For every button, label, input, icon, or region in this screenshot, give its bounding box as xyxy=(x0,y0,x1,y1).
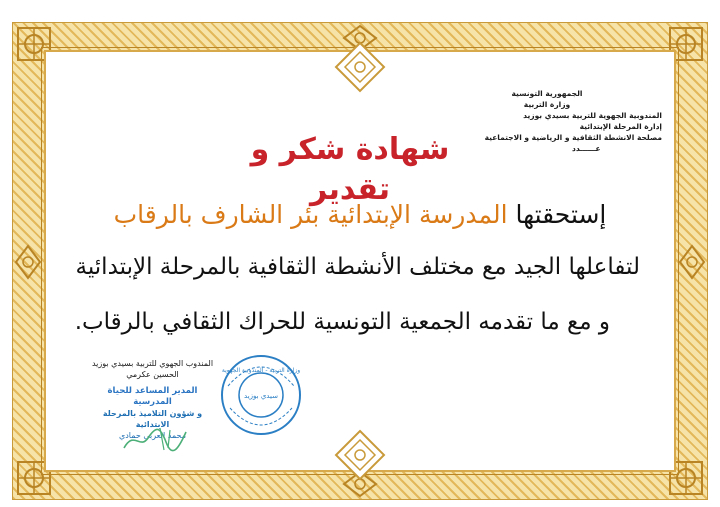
assistant-title-1: المدير المساعد للحياة المدرسية xyxy=(107,386,198,407)
commissioner-name: الحسين عكرمي xyxy=(126,370,179,379)
reason-line-2: و مع ما تقدمه الجمعية التونسية للحراك الثقافي بالرقاب. xyxy=(74,309,610,335)
school-name: المدرسة الإبتدائية بئر الشارف بالرقاب xyxy=(113,200,508,229)
commissioner-title: المندوب الجهوي للتربية بسيدي بوزيد xyxy=(91,359,214,368)
header-ministry: وزارة التربية xyxy=(523,100,571,109)
stamp-ring-text: وزارة التربية - المندوبية الجهوية xyxy=(221,367,301,374)
edge-knot-icon xyxy=(14,244,42,280)
header-reference: عــــــدد xyxy=(572,144,601,153)
assistant-title-2: و شؤون التلاميذ بالمرحلة الابتدائية xyxy=(102,409,203,429)
official-stamp-icon xyxy=(218,352,304,442)
header-commission: المندوبية الجهوية للتربية بسيدي بوزيد xyxy=(523,111,662,120)
reason-line-1: لتفاعلها الجيد مع مختلف الأنشطة الثقافية بالمرحلة الإبتدائية xyxy=(75,254,640,280)
issuer-header xyxy=(452,88,662,154)
award-line xyxy=(110,198,610,232)
handwritten-signature-icon xyxy=(120,420,190,460)
header-republic: الجمهورية التونسية xyxy=(511,89,583,98)
header-service: مصلحة الانشطة الثقافية و الرياضية و الاجتماعية xyxy=(484,133,662,142)
stamp-center-text: سيدي بوزيد xyxy=(244,392,278,400)
certificate-title: شهادة شكر و تقدير xyxy=(250,132,450,207)
award-prefix: إستحقتها xyxy=(515,200,607,229)
assistant-name: محمد العربي حمادي xyxy=(118,431,187,440)
inner-knot-icon xyxy=(333,40,387,94)
header-directorate: إدارة المرحلة الإبتدائية xyxy=(579,122,662,131)
inner-knot-icon xyxy=(333,428,387,482)
edge-knot-icon xyxy=(678,244,706,280)
